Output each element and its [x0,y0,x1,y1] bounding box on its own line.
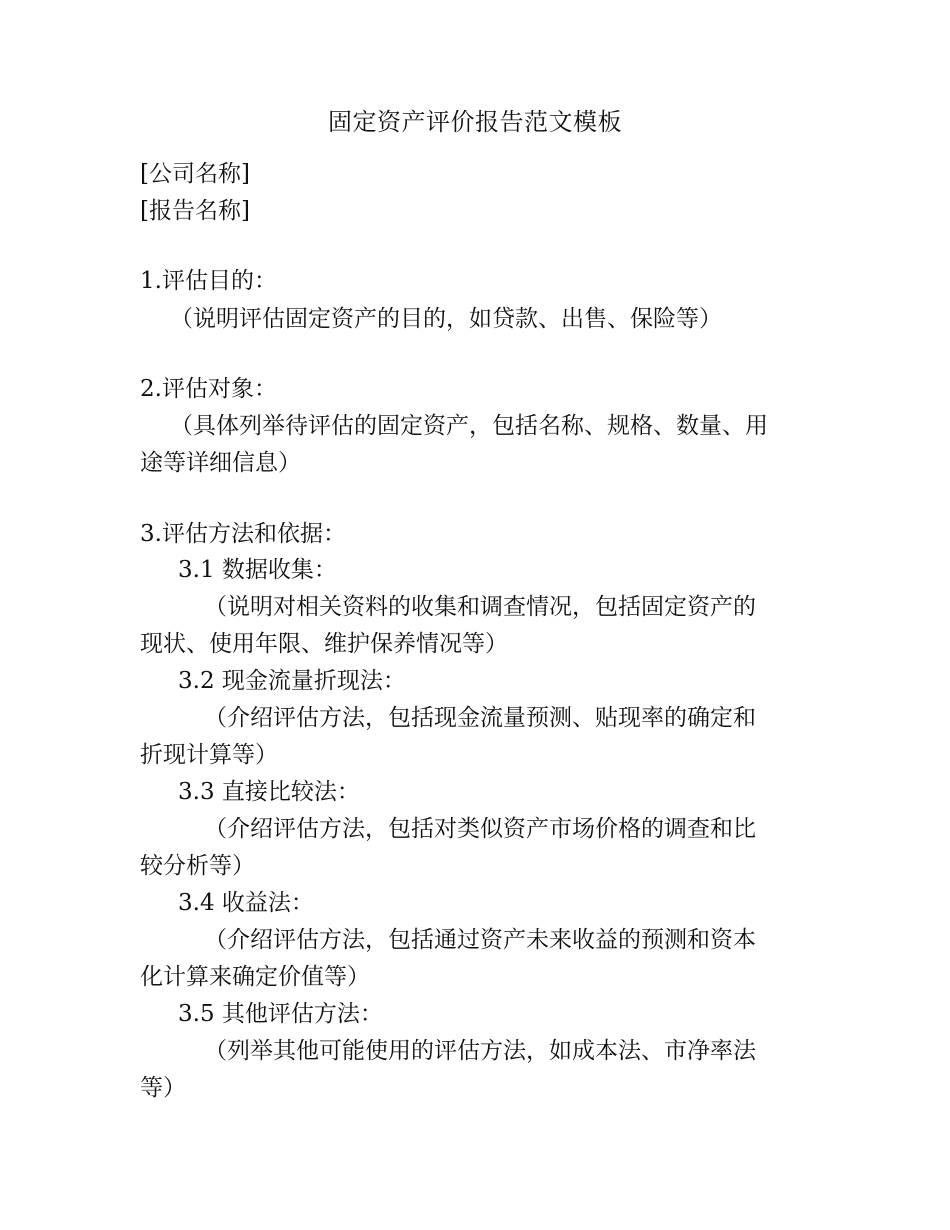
section-description: （具体列举待评估的固定资产，包括名称、规格、数量、用 [170,413,768,439]
document-title: 固定资产评价报告范文模板 [328,108,622,136]
subsection-description: （介绍评估方法，包括现金流量预测、贴现率的确定和 [204,705,756,731]
section-description: 途等详细信息） [140,450,301,476]
section-heading: 3.评估方法和依据： [140,521,346,547]
subsection-heading: 3.4 收益法： [178,890,314,916]
company-name-placeholder: [公司名称] [140,161,250,187]
subsection-heading: 3.2 现金流量折现法： [178,668,406,694]
section-description: （说明评估固定资产的目的，如贷款、出售、保险等） [170,306,722,332]
subsection-heading: 3.1 数据收集： [178,557,337,583]
subsection-description: （介绍评估方法，包括通过资产未来收益的预测和资本 [204,927,756,953]
subsection-description: 化计算来确定价值等） [140,964,370,990]
subsection-heading: 3.3 直接比较法： [178,779,360,805]
subsection-description: （说明对相关资料的收集和调查情况，包括固定资产的 [204,594,756,620]
subsection-description: 现状、使用年限、维护保养情况等） [140,631,508,657]
subsection-description: 较分析等） [140,853,255,879]
section-heading: 1.评估目的： [140,268,277,294]
subsection-description: （列举其他可能使用的评估方法，如成本法、市净率法 [204,1038,756,1064]
subsection-description: （介绍评估方法，包括对类似资产市场价格的调查和比 [204,816,756,842]
subsection-description: 折现计算等） [140,742,278,768]
subsection-heading: 3.5 其他评估方法： [178,1001,383,1027]
section-heading: 2.评估对象： [140,376,277,402]
report-name-placeholder: [报告名称] [140,198,250,224]
subsection-description: 等） [140,1075,186,1101]
